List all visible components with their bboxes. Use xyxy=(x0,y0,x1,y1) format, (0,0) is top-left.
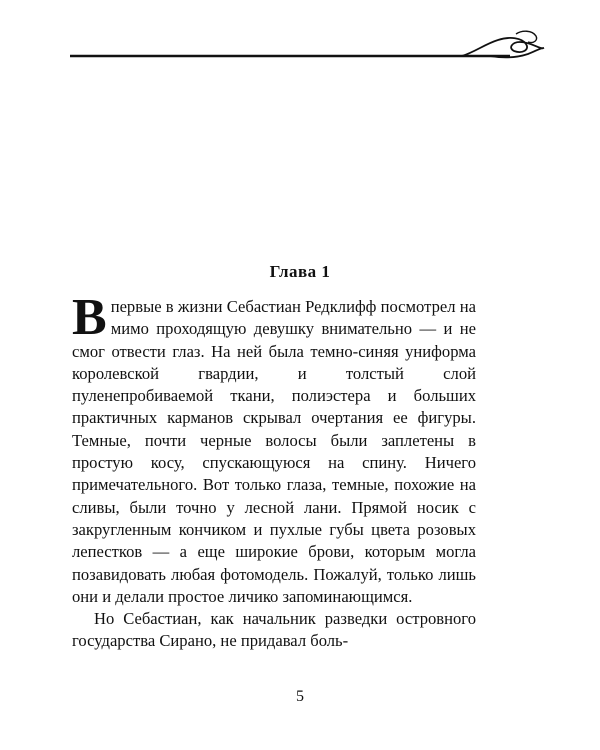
body-text xyxy=(72,289,476,653)
paragraph: Но Себастиан, как начальник разведки островного государства Сирано, не придавал боль- xyxy=(72,609,476,651)
paragraph-text: первые в жизни Себастиан Редклифф посмотрел на мимо проходящую девушку внимательно — и не смог отвести глаз. На ней была темно-синяя униформа королевской гвардии, и толстый слой пуленепробиваемой ткани, полиэстера и больших практичных карманов скрывал очертания ее фигуры. Темные, почти черные волосы были заплетены в простую косу, спускающуюся на спину. Ничего примечательного. Вот только глаза, темные, похожие на сливы, были точно у лесной лани. Прямой носик с закругленным кончиком и пухлые губы цвета розовых лепестков — а еще широкие брови, которым могла позавидовать любая фотомодель. Пожалуй, только лишь они и делали простое личико запоминающимся. xyxy=(72,297,476,606)
paragraph xyxy=(72,289,476,608)
drop-cap: В xyxy=(72,289,107,346)
chapter-title: Глава 1 xyxy=(269,262,331,281)
header-flourish-curl xyxy=(516,31,537,42)
header-flourish xyxy=(462,38,544,57)
header-ornament-rule xyxy=(70,18,546,66)
page-number: 5 xyxy=(296,688,304,705)
